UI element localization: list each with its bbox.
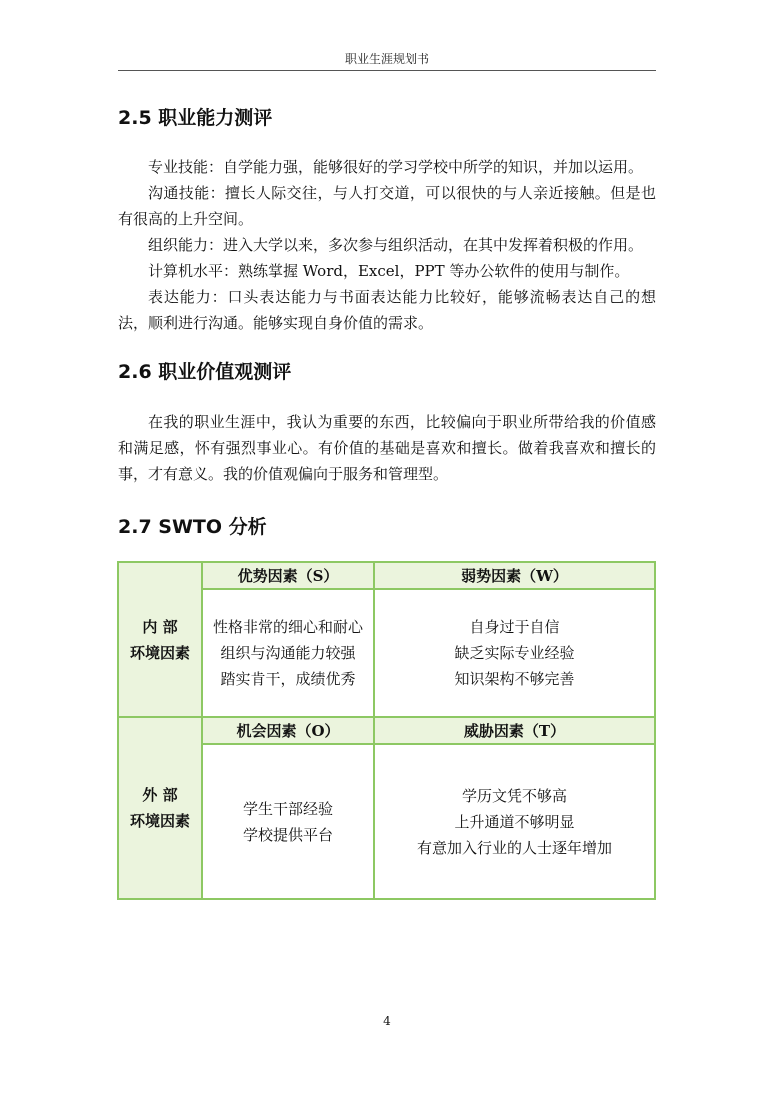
label-line: 环境因素 [129,812,190,830]
section-heading-2-6: 2.6 职业价值观测评 [118,361,292,383]
section-body-2-6 [118,409,656,487]
paragraph: 沟通技能：擅长人际交往，与人打交道，可以很快的与人亲近接触。但是也有很高的上升空间。 [118,184,656,228]
strengths-cell [202,589,374,717]
paragraph: 在我的职业生涯中，我认为重要的东西，比较偏向于职业所带给我的价值感和满足感，怀有强烈事业心。有价值的基础是喜欢和擅长。做着我喜欢和擅长的事，才有意义。我的价值观偏向于服务和管理型。 [118,413,656,483]
paragraph: 专业技能：自学能力强，能够很好的学习学校中所学的知识，并加以运用。 [148,158,644,176]
opportunities-cell [202,744,374,899]
list-item: 学历文凭不够高 [461,786,567,805]
section-body-2-5 [118,154,656,336]
paragraph: 表达能力：口头表达能力与书面表达能力比较好，能够流畅表达自己的想法，顺利进行沟通。能够实现自身价值的需求。 [118,288,656,332]
list-item: 学生干部经验 [242,799,333,818]
external-factors-label [118,717,202,899]
list-item: 自身过于自信 [469,618,560,636]
label-line: 外 部 [142,786,178,804]
weaknesses-cell [374,589,655,717]
page-number: 4 [383,1014,391,1028]
list-item: 性格非常的细心和耐心 [212,618,363,636]
header-rule [118,70,656,71]
list-item: 上升通道不够明显 [454,812,575,831]
swot-table [117,561,656,900]
list-item: 学校提供平台 [242,825,333,844]
threats-cell [374,744,655,899]
paragraph: 计算机水平：熟练掌握 Word，Excel，PPT 等办公软件的使用与制作。 [148,262,630,280]
list-item: 知识架构不够完善 [454,670,575,688]
weaknesses-header: 弱势因素（W） [374,562,655,589]
label-line: 内 部 [142,617,178,636]
threats-header: 威胁因素（T） [374,717,655,744]
section-heading-2-5: 2.5 职业能力测评 [118,107,273,129]
strengths-header: 优势因素（S） [202,562,374,589]
opportunities-header: 机会因素（O） [202,717,374,744]
list-item: 缺乏实际专业经验 [454,644,575,662]
running-header: 职业生涯规划书 [344,52,429,66]
list-item: 有意加入行业的人士逐年增加 [416,838,612,857]
paragraph: 组织能力：进入大学以来，多次参与组织活动，在其中发挥着积极的作用。 [148,236,644,254]
label-line: 环境因素 [129,643,190,662]
list-item: 踏实肯干，成绩优秀 [220,670,356,688]
list-item: 组织与沟通能力较强 [220,644,356,662]
internal-factors-label [118,562,202,717]
section-heading-2-7: 2.7 SWTO 分析 [118,516,267,538]
